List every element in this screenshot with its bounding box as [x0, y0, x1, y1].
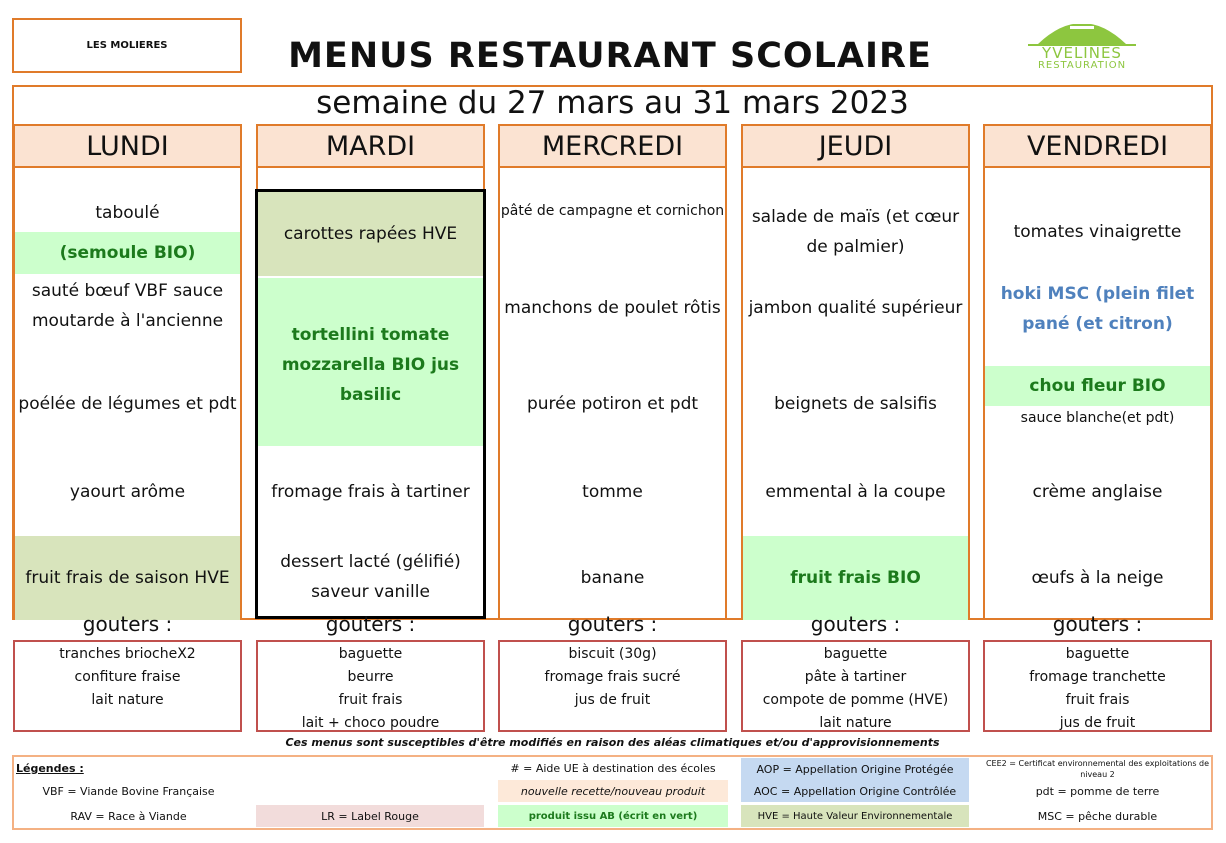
dessert-line: fruit frais BIO [790, 568, 921, 588]
main-line: basilic [339, 385, 402, 405]
dessert-lundi [15, 536, 240, 620]
gouter-item: lait nature [819, 715, 892, 731]
legend-msc: MSC = pêche durable [1037, 809, 1158, 823]
gouter-box-mardi [256, 640, 485, 732]
legend-ue: # = Aide UE à destination des écoles [510, 761, 716, 775]
day-header-lundi: LUNDI [15, 126, 240, 168]
legend-pdt: pdt = pomme de terre [1035, 784, 1160, 798]
main-line: sauté bœuf VBF sauce [31, 281, 224, 301]
side-jeudi [743, 388, 968, 420]
legend-lr: LR = Label Rouge [256, 805, 484, 827]
dessert-jeudi [743, 536, 968, 620]
dairy-jeudi [743, 476, 968, 508]
day-column-mercredi [498, 124, 727, 618]
gouter-item: compote de pomme (HVE) [762, 692, 949, 708]
dairy-lundi [15, 476, 240, 508]
dairy-line: crème anglaise [1032, 482, 1163, 502]
starter-line: de palmier) [806, 237, 905, 257]
gouter-label-mercredi: gouters : [567, 612, 658, 636]
gouter-item: tranches briocheX2 [59, 646, 196, 662]
starter-line: (semoule BIO) [59, 243, 196, 263]
day-column-lundi [13, 124, 242, 618]
gouter-label-jeudi: gouters : [810, 612, 901, 636]
logo-emblem-icon [1018, 8, 1146, 48]
starter-line: carottes rapées HVE [283, 224, 458, 244]
yvelines-restauration-logo [1018, 8, 1146, 76]
main-line: jambon qualité supérieur [748, 298, 963, 318]
dessert-line: œufs à la neige [1031, 568, 1164, 588]
dessert-line: dessert lacté (gélifié) [280, 552, 461, 572]
dairy-vendredi [985, 476, 1210, 508]
school-name: LES MOLIERES [86, 40, 168, 51]
day-header-mercredi: MERCREDI [500, 126, 725, 168]
main-line: hoki MSC (plein filet [1000, 284, 1195, 304]
side-vendredi-bio [985, 366, 1210, 406]
gouter-item: baguette [338, 646, 403, 662]
legend-aop: AOP = Appellation Origine Protégée [741, 758, 969, 780]
main-vendredi [985, 278, 1210, 340]
starter-line: tomates vinaigrette [1013, 222, 1182, 242]
starter-line: salade de maïs (et cœur [751, 207, 960, 227]
gouter-item: beurre [347, 669, 394, 685]
day-header-vendredi: VENDREDI [985, 126, 1210, 168]
day-column-jeudi [741, 124, 970, 618]
legend-vbf: VBF = Viande Bovine Française [42, 784, 215, 798]
starter-lundi [15, 194, 240, 232]
disclaimer-text: Ces menus sont susceptibles d'être modifiés en raison des aléas climatiques et/ou d'approvisionnements [285, 736, 940, 749]
legend-hve: HVE = Haute Valeur Environnementale [741, 805, 969, 827]
legend-aoc: AOC = Appellation Origine Contrôlée [741, 780, 969, 802]
side-line: poélée de légumes et pdt [18, 394, 237, 414]
starter-vendredi [985, 216, 1210, 248]
starter-jeudi [743, 202, 968, 262]
dessert-line: fruit frais de saison HVE [25, 568, 230, 588]
gouter-box-lundi [13, 640, 242, 732]
side-line: beignets de salsifis [774, 394, 937, 414]
day-header-jeudi: JEUDI [743, 126, 968, 168]
main-line: tortellini tomate [291, 325, 450, 345]
legend-cee: CEE2 = Certificat environnemental des exploitations de niveau 2 [985, 758, 1210, 779]
legend-rav: RAV = Race à Viande [70, 809, 187, 823]
dairy-line: fromage frais à tartiner [271, 482, 470, 502]
page-title: MENUS RESTAURANT SCOLAIRE [288, 36, 932, 76]
main-lundi [15, 276, 240, 336]
main-line: manchons de poulet rôtis [504, 298, 721, 318]
day-column-vendredi [983, 124, 1212, 618]
gouter-item: biscuit (30g) [568, 646, 657, 662]
side-lundi [15, 388, 240, 420]
gouter-item: confiture fraise [74, 669, 181, 685]
main-jeudi [743, 292, 968, 324]
dessert-line: banane [580, 568, 645, 588]
dairy-line: tomme [582, 482, 643, 502]
side-line: sauce blanche(et pdt) [1020, 410, 1175, 426]
gouter-box-mercredi [498, 640, 727, 732]
gouter-box-jeudi [741, 640, 970, 732]
dairy-line: emmental à la coupe [765, 482, 946, 502]
dessert-mercredi [500, 562, 725, 594]
gouter-item: fruit frais [338, 692, 403, 708]
side-vendredi-sauce [985, 406, 1210, 430]
mardi-highlight-border [255, 189, 486, 619]
gouter-item: fromage frais sucré [544, 669, 681, 685]
starter-line: pâté de campagne et cornichon [500, 203, 725, 219]
day-header-mardi: MARDI [258, 126, 483, 168]
dairy-line: yaourt arôme [69, 482, 186, 502]
gouter-label-vendredi: gouters : [1052, 612, 1143, 636]
main-line: pané (et citron) [1022, 314, 1173, 334]
starter-mercredi [500, 198, 725, 224]
legend-ab: produit issu AB (écrit en vert) [498, 805, 728, 827]
main-line: mozzarella BIO jus [281, 355, 460, 375]
dessert-line: saveur vanille [311, 582, 430, 602]
gouter-item: jus de fruit [574, 692, 651, 708]
gouter-item: baguette [823, 646, 888, 662]
legend-heading: Légendes : [16, 761, 84, 775]
gouter-label-mardi: gouters : [325, 612, 416, 636]
gouter-item: fruit frais [1065, 692, 1130, 708]
starter-bio-note [15, 232, 240, 274]
starter-line: taboulé [95, 203, 160, 223]
dairy-mercredi [500, 476, 725, 508]
dessert-vendredi [985, 562, 1210, 594]
gouter-label-lundi: gouters : [82, 612, 173, 636]
logo-text-restauration: RESTAURATION [1037, 60, 1127, 71]
logo-text-yvelines: YVELINES [1042, 44, 1122, 62]
main-mercredi [500, 292, 725, 324]
side-line: chou fleur BIO [1029, 376, 1166, 396]
gouter-item: baguette [1065, 646, 1130, 662]
side-mercredi [500, 388, 725, 420]
main-line: moutarde à l'ancienne [31, 311, 224, 331]
gouter-item: lait nature [91, 692, 164, 708]
gouter-item: fromage tranchette [1029, 669, 1166, 685]
week-title: semaine du 27 mars au 31 mars 2023 [316, 85, 909, 121]
gouter-item: jus de fruit [1059, 715, 1136, 731]
side-line: purée potiron et pdt [526, 394, 699, 414]
gouter-item: pâte à tartiner [804, 669, 907, 685]
gouter-box-vendredi [983, 640, 1212, 732]
gouter-item: lait + choco poudre [301, 715, 440, 731]
school-name-box [12, 18, 242, 73]
legend-new: nouvelle recette/nouveau produit [498, 780, 728, 802]
